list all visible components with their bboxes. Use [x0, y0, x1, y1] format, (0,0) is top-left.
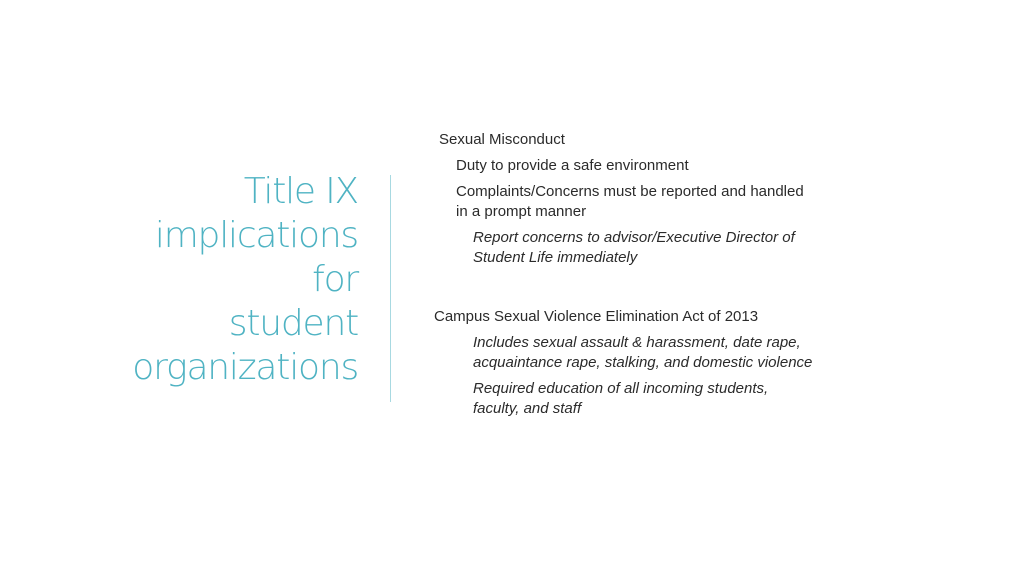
section-heading: Campus Sexual Violence Elimination Act of 2013 — [434, 308, 759, 325]
bullet-item: Duty to provide a safe environment — [456, 157, 689, 174]
sub-bullet-item: Required education of all incoming students, — [473, 380, 769, 397]
sub-bullet-item-continued: faculty, and staff — [473, 400, 582, 417]
title-line: student — [228, 303, 358, 344]
sub-bullet-item-continued: Student Life immediately — [473, 249, 638, 266]
title-line: organizations — [132, 347, 358, 388]
bullet-item: Complaints/Concerns must be reported and handled — [456, 183, 804, 200]
sub-bullet-item: Includes sexual assault & harassment, date rape, — [473, 334, 801, 351]
sub-bullet-item-continued: acquaintance rape, stalking, and domestic violence — [473, 354, 813, 371]
bullet-item-continued: in a prompt manner — [456, 203, 587, 220]
title-line: implications — [154, 215, 358, 256]
title-line: for — [312, 259, 358, 300]
section-heading: Sexual Misconduct — [439, 131, 565, 148]
title-line: Title IX — [243, 171, 358, 212]
sub-bullet-item: Report concerns to advisor/Executive Director of — [473, 229, 795, 246]
